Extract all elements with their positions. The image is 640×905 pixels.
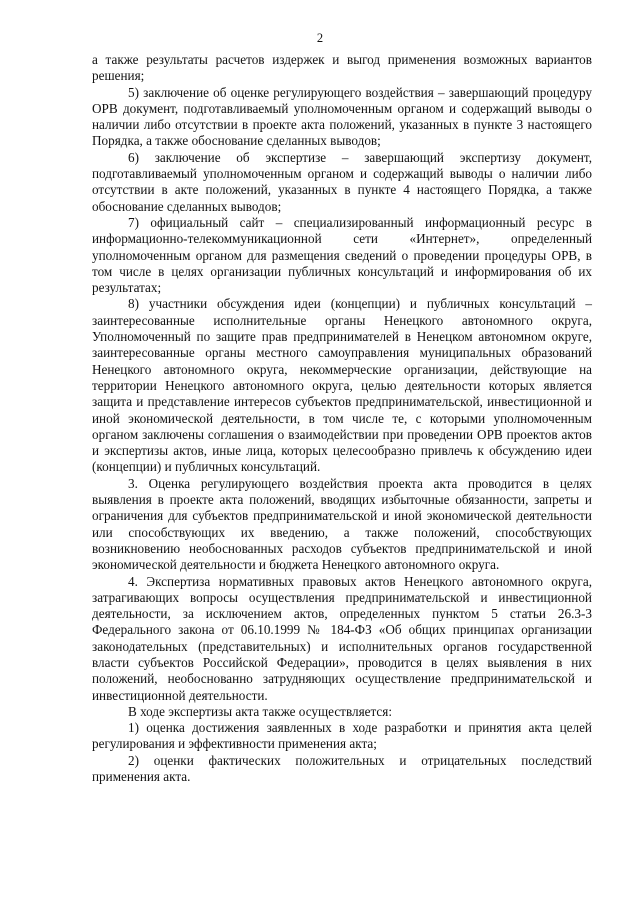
paragraph-item-8: 8) участники обсуждения идеи (концепции) и публичных консультаций – заинтересованные исполнительные органы Ненецкого автономного округа, Уполномоченный по защите прав предпринимателей в Ненецком автономном округе, заинтересованные органы местного самоуправления муниципальных образований Ненецкого автономного округа, некоммерческие организации, действующие на территории Ненецкого автономного округа, целью деятельности которых является защита и представление интересов субъектов предпринимательской, инвестиционной и иной экономической деятельности, в том числе те, с которыми уполномоченным органом заключены соглашения о взаимодействии при проведении ОРВ проектов актов и экспертизы актов, иные лица, которых целесообразно привлечь к обсуждению идеи (концепции) и публичных консультаций. — [92, 296, 592, 475]
paragraph-item-7: 7) официальный сайт – специализированный информационный ресурс в информационно-телекоммуникационной сети «Интернет», определенный уполномоченным органом для размещения сведений о проведении процедуры ОРВ, в том числе в целях организации публичных консультаций и информирования об их результатах; — [92, 214, 592, 296]
paragraph-expertise-item-2: 2) оценки фактических положительных и отрицательных последствий применения акта. — [92, 752, 592, 785]
paragraph-clause-3: 3. Оценка регулирующего воздействия проекта акта проводится в целях выявления в проекте акта положений, вводящих избыточные обязанности, запреты и ограничения для субъектов предпринимательской и иной экономической деятельности или способствующих их введению, а также положений, способствующих возникновению необоснованных расходов субъектов предпринимательской и иной экономической деятельности и бюджета Ненецкого автономного округа. — [92, 475, 592, 573]
paragraph-item-6: 6) заключение об экспертизе – завершающий экспертизу документ, подготавливаемый уполномоченным органом и содержащий выводы о наличии либо отсутствии в акте положений, указанных в пункте 4 настоящего Порядка, а также обоснование сделанных выводов; — [92, 149, 592, 214]
paragraph-continuation: а также результаты расчетов издержек и выгод применения возможных вариантов решения; — [92, 52, 592, 84]
paragraph-item-5: 5) заключение об оценке регулирующего воздействия – завершающий процедуру ОРВ документ, подготавливаемый уполномоченным органом и содержащий выводы о наличии либо отсутствии в проекте акта положений, указанных в пункте 3 настоящего Порядка, а также обоснование сделанных выводов; — [92, 84, 592, 149]
paragraph-expertise-intro: В ходе экспертизы акта также осуществляется: — [128, 703, 393, 719]
document-body — [92, 52, 592, 785]
paragraph-clause-4: 4. Экспертиза нормативных правовых актов Ненецкого автономного округа, затрагивающих вопросы осуществления предпринимательской и инвестиционной деятельности, за исключением актов, определенных пунктом 5 статьи 26.3-3 Федерального закона от 06.10.1999 № 184-ФЗ «Об общих принципах организации законодательных (представительных) и исполнительных органов государственной власти субъектов Российской Федерации», проводится в целях выявления в них положений, необоснованно затрудняющих осуществление предпринимательской и инвестиционной деятельности. — [92, 573, 592, 703]
page-number: 2 — [316, 31, 324, 45]
paragraph-expertise-item-1: 1) оценка достижения заявленных в ходе разработки и принятия акта целей регулирования и эффективности применения акта; — [92, 720, 592, 752]
